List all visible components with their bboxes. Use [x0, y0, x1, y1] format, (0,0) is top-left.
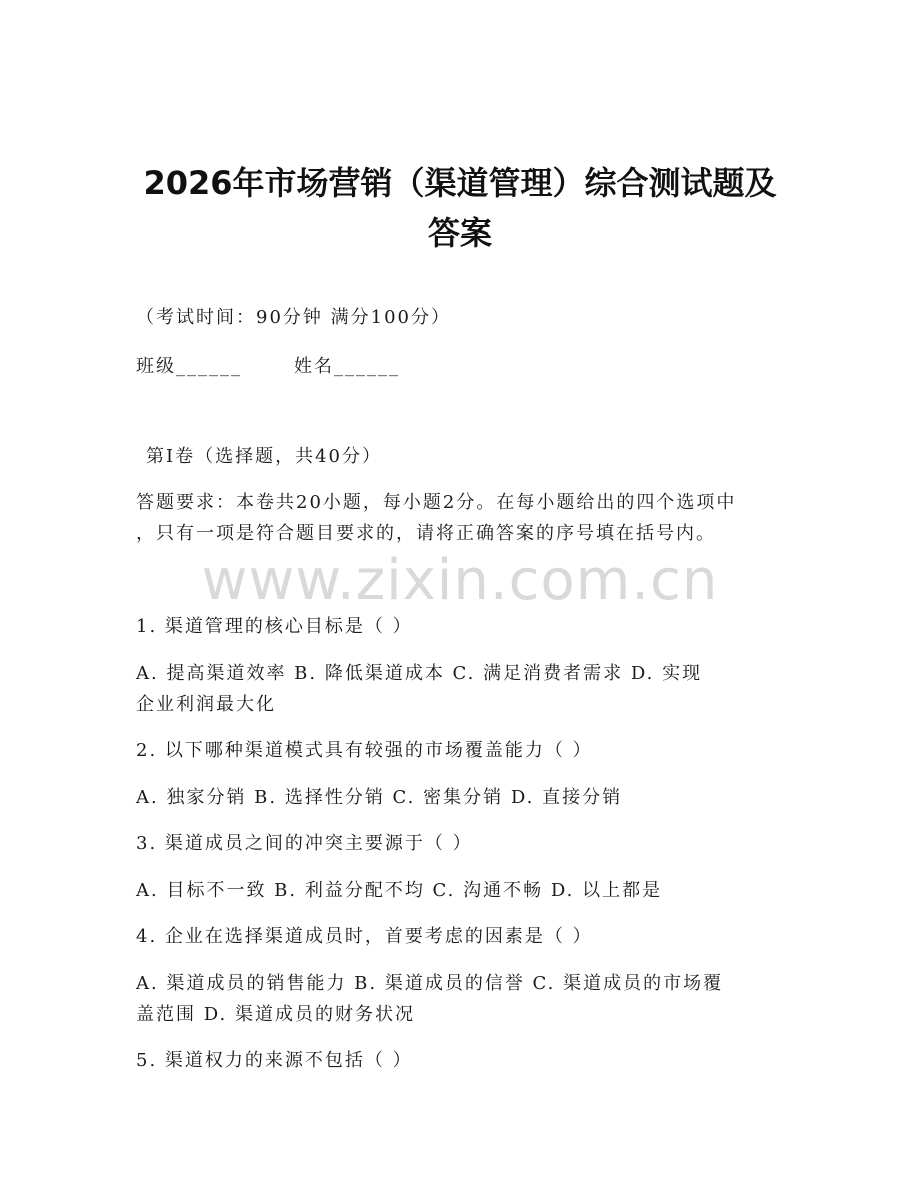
question-stem: 5. 渠道权力的来源不包括（ ）: [136, 1050, 413, 1071]
question-options: A. 目标不一致 B. 利益分配不均 C. 沟通不畅 D. 以上都是: [136, 880, 663, 901]
class-field: 班级______: [136, 356, 242, 377]
question-options: A. 独家分销 B. 选择性分销 C. 密集分销 D. 直接分销: [136, 787, 623, 808]
instructions-line-1: 答题要求：本卷共20小题，每小题2分。在每小题给出的四个选项中: [136, 492, 737, 513]
watermark: www.zixin.com.cn: [201, 548, 719, 613]
document-title-line-2: 答案: [427, 214, 492, 252]
question-options: A. 提高渠道效率 B. 降低渠道成本 C. 满足消费者需求 D. 实现: [136, 663, 703, 684]
question-stem: 3. 渠道成员之间的冲突主要源于（ ）: [136, 833, 473, 854]
question-stem: 4. 企业在选择渠道成员时，首要考虑的因素是（ ）: [136, 926, 593, 947]
document-title-line-1: 2026年市场营销（渠道管理）综合测试题及: [143, 164, 777, 202]
question-options-continued: 企业利润最大化: [136, 694, 276, 715]
question-stem: 1. 渠道管理的核心目标是（ ）: [136, 616, 413, 637]
question-stem: 2. 以下哪种渠道模式具有较强的市场覆盖能力（ ）: [136, 740, 593, 761]
section-title: 第I卷（选择题，共40分）: [146, 446, 383, 467]
exam-info: （考试时间：90分钟 满分100分）: [136, 307, 451, 328]
name-field: 姓名______: [294, 356, 400, 377]
question-options: A. 渠道成员的销售能力 B. 渠道成员的信誉 C. 渠道成员的市场覆: [136, 973, 724, 994]
question-options-continued: 盖范围 D. 渠道成员的财务状况: [136, 1004, 415, 1025]
instructions-line-2: ，只有一项是符合题目要求的，请将正确答案的序号填在括号内。: [136, 523, 716, 544]
